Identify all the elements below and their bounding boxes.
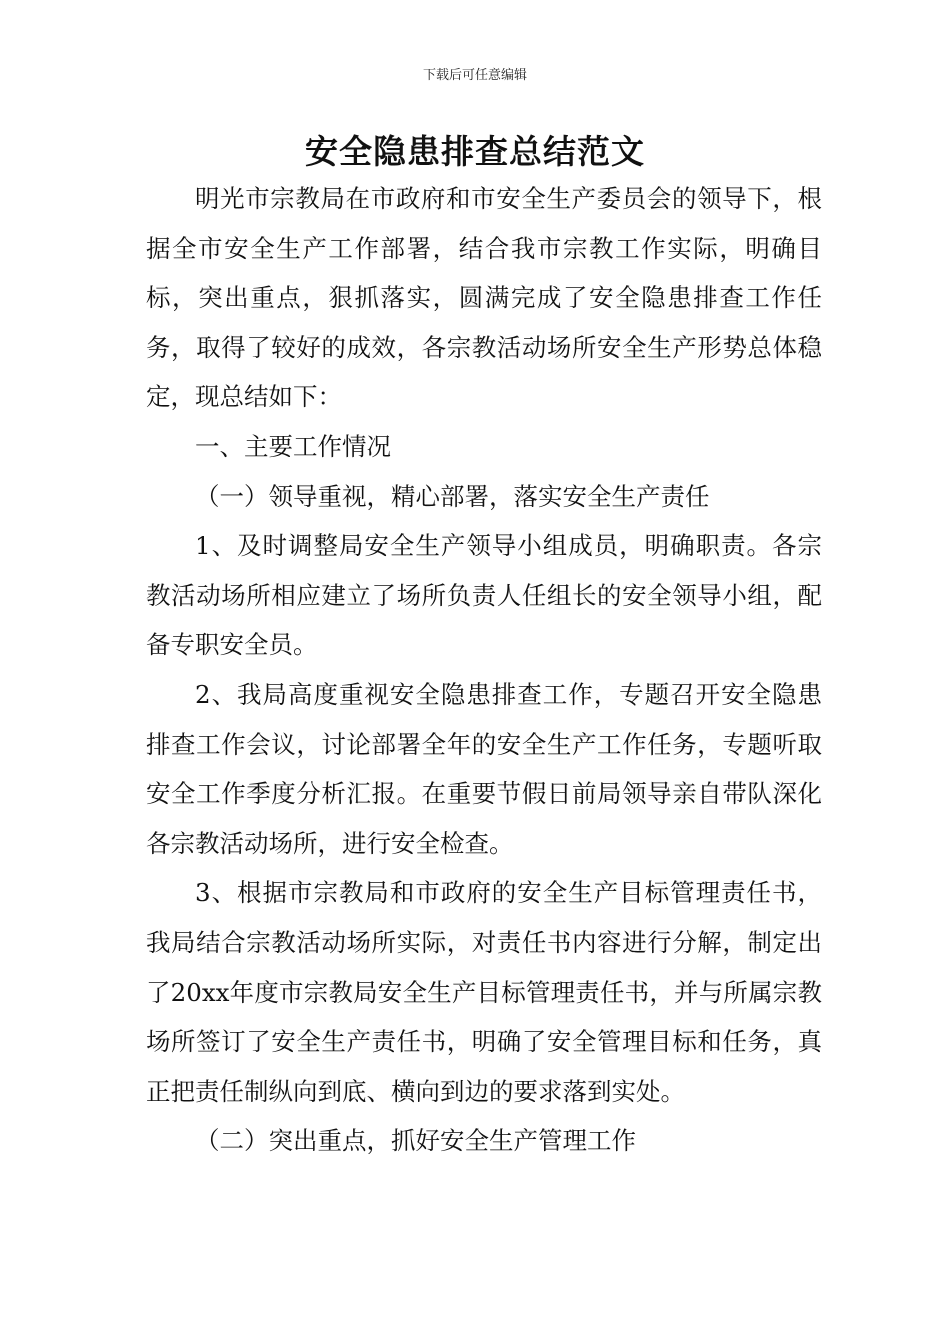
paragraph-item-2: 2、我局高度重视安全隐患排查工作，专题召开安全隐患排查工作会议，讨论部署全年的安全生产工作任务，专题听取安全工作季度分析汇报。在重要节假日前局领导亲自带队深化各宗教活动场所，进行安全检查。: [146, 679, 822, 858]
heading-main-work: 一、主要工作情况: [195, 431, 391, 461]
subheading-leadership: （一）领导重视，精心部署，落实安全生产责任: [195, 481, 710, 511]
paragraph-item-1: 1、及时调整局安全生产领导小组成员，明确职责。各宗教活动场所相应建立了场所负责人任组长的安全领导小组，配备专职安全员。: [146, 531, 822, 660]
paragraph-intro: 明光市宗教局在市政府和市安全生产委员会的领导下，根据全市安全生产工作部署，结合我市宗教工作实际，明确目标，突出重点，狠抓落实，圆满完成了安全隐患排查工作任务，取得了较好的成效，各宗教活动场所安全生产形势总体稳定，现总结如下：: [146, 184, 822, 412]
paragraph-item-3: 3、根据市宗教局和市政府的安全生产目标管理责任书，我局结合宗教活动场所实际，对责任书内容进行分解，制定出了20xx年度市宗教局安全生产目标管理责任书，并与所属宗教场所签订了安全生产责任书，明确了安全管理目标和任务，真正把责任制纵向到底、横向到边的要求落到实处。: [146, 878, 822, 1106]
subheading-focus: （二）突出重点，抓好安全生产管理工作: [195, 1126, 636, 1156]
document-title: 安全隐患排查总结范文: [305, 132, 645, 171]
header-note: 下载后可任意编辑: [422, 68, 527, 83]
document-body: [146, 174, 822, 1166]
